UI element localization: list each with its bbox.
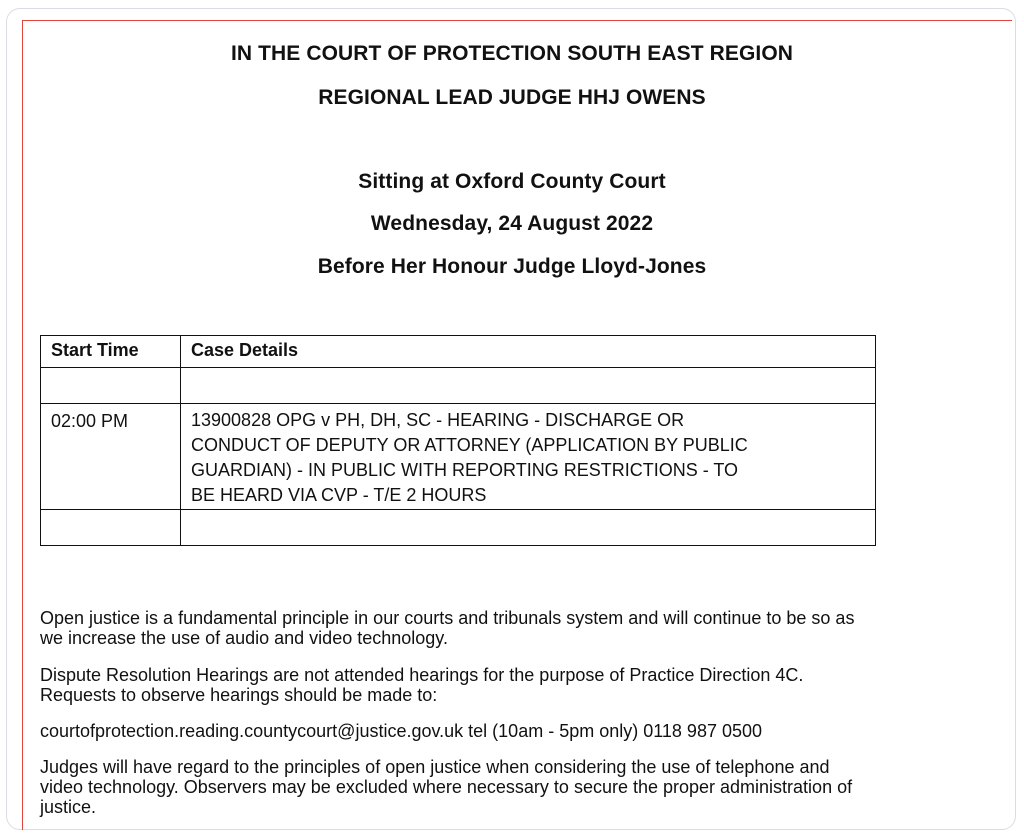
table-cell-details [181, 510, 876, 546]
table-cell-details [181, 404, 876, 510]
table-row [41, 404, 876, 510]
sitting-location: Sitting at Oxford County Court [358, 170, 666, 193]
case-details-line: GUARDIAN) - IN PUBLIC WITH REPORTING RESTRICTIONS - TO [191, 460, 739, 480]
open-justice-paragraph [40, 608, 1010, 648]
case-details-line: CONDUCT OF DEPUTY OR ATTORNEY (APPLICATION BY PUBLIC [191, 435, 748, 455]
column-header-case-details: Case Details [181, 336, 876, 368]
lead-judge: REGIONAL LEAD JUDGE HHJ OWENS [318, 86, 706, 109]
hearing-date: Wednesday, 24 August 2022 [370, 212, 654, 235]
dispute-resolution-paragraph [40, 665, 1010, 705]
case-details-line: 13900828 OPG v PH, DH, SC - HEARING - DISCHARGE OR [191, 410, 685, 430]
case-details-line: BE HEARD VIA CVP - T/E 2 HOURS [191, 485, 487, 505]
table-header-row [41, 336, 876, 368]
paragraph-line: Judges will have regard to the principles of open justice when considering the use of telephone and [40, 757, 830, 777]
judges-regard-paragraph [40, 757, 1010, 817]
table-row [41, 510, 876, 546]
paragraph-line: justice. [40, 797, 97, 817]
paragraph-line: Open justice is a fundamental principle in our courts and tribunals system and will continue to be so as [40, 608, 855, 628]
contact-line[interactable]: courtofprotection.reading.countycourt@justice.gov.uk tel (10am - 5pm only) 0118 987 0500 [40, 721, 763, 741]
paragraph-line: video technology. Observers may be excluded where necessary to secure the proper administration of [40, 777, 853, 797]
table-cell-details [181, 368, 876, 404]
table-cell-time [41, 510, 181, 546]
paragraph-line: Requests to observe hearings should be made to: [40, 685, 438, 705]
table-row [41, 368, 876, 404]
table-cell-time [41, 368, 181, 404]
paragraph-line: we increase the use of audio and video technology. [40, 628, 448, 648]
column-header-start-time: Start Time [41, 336, 181, 368]
table-cell-time: 02:00 PM [41, 404, 181, 510]
court-title: IN THE COURT OF PROTECTION SOUTH EAST REGION [230, 42, 794, 65]
paragraph-line: Dispute Resolution Hearings are not attended hearings for the purpose of Practice Direction 4C. [40, 665, 804, 685]
presiding-judge: Before Her Honour Judge Lloyd-Jones [317, 255, 707, 278]
hearing-listing-table [40, 335, 876, 546]
